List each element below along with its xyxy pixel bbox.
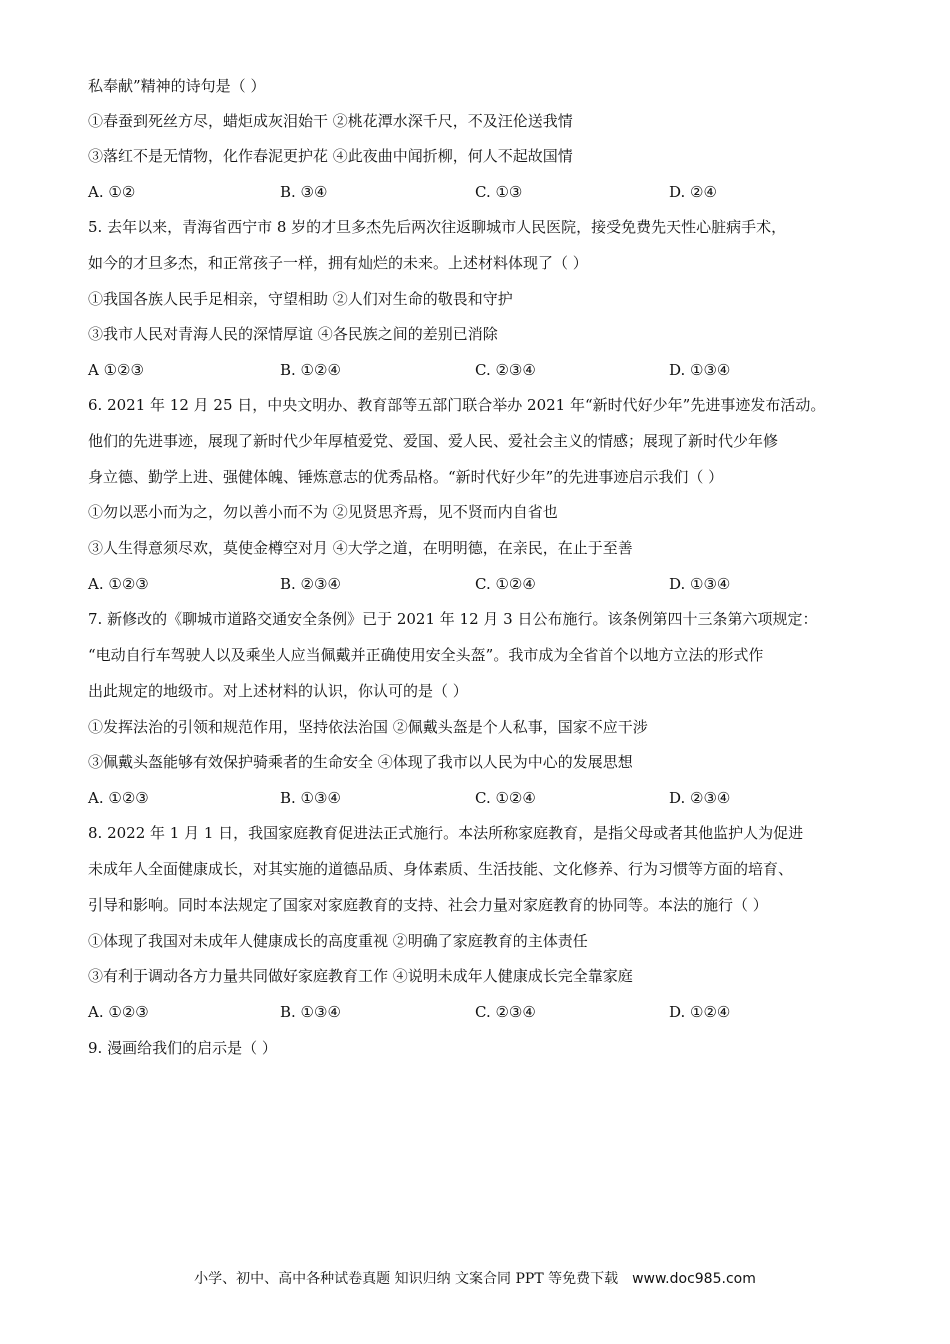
option-c: C. ①②④ [475,575,536,593]
option-d: D. ②③④ [669,789,731,807]
option-d: D. ①②④ [669,1003,731,1021]
question-8-stem-cont-1: 未成年人全面健康成长，对其实施的道德品质、身体素质、生活技能、文化修养、行为习惯等方面的培育、 [88,860,794,878]
question-6-stem: 6. 2021 年 12 月 25 日，中央文明办、教育部等五部门联合举办 2021 年“新时代好少年”先进事迹发布活动。 [88,396,826,414]
option-a: A. ①②③ [88,1003,149,1021]
question-5-choices-1: ①我国各族人民手足相亲，守望相助 ②人们对生命的敬畏和守护 [88,290,513,308]
option-c: C. ①②④ [475,789,536,807]
option-a: A. ①②③ [88,575,149,593]
question-4-stem-end: 私奉献”精神的诗句是（ ） [88,77,266,95]
footer-link[interactable]: www.doc985.com [632,1271,756,1287]
question-7-stem-cont-1: “电动自行车驾驶人以及乘坐人应当佩戴并正确使用安全头盔”。我市成为全省首个以地方立法的形式作 [88,646,764,664]
question-5-stem-cont: 如今的才旦多杰，和正常孩子一样，拥有灿烂的未来。上述材料体现了（ ） [88,254,588,272]
question-8-stem-cont-2: 引导和影响。同时本法规定了国家对家庭教育的支持、社会力量对家庭教育的协同等。本法的施行（ ） [88,896,768,914]
question-7-stem: 7. 新修改的《聊城市道路交通安全条例》已于 2021 年 12 月 3 日公布施行。该条例第四十三条第六项规定： [88,610,818,628]
option-d: D. ①③④ [669,575,731,593]
question-6-stem-cont-1: 他们的先进事迹，展现了新时代少年厚植爱党、爱国、爱人民、爱社会主义的情感；展现了新时代少年修 [88,432,779,450]
option-c: C. ②③④ [475,1003,536,1021]
question-8-choices-2: ③有利于调动各方力量共同做好家庭教育工作 ④说明未成年人健康成长完全靠家庭 [88,967,633,985]
question-5-stem: 5. 去年以来，青海省西宁市 8 岁的才旦多杰先后两次往返聊城市人民医院，接受免费先天性心脏病手术， [88,218,787,236]
question-6-stem-cont-2: 身立德、勤学上进、强健体魄、锤炼意志的优秀品格。“新时代好少年”的先进事迹启示我们（ ） [88,468,724,486]
question-7-stem-cont-2: 出此规定的地级市。对上述材料的认识，你认可的是（ ） [88,682,468,700]
option-a: A ①②③ [88,361,144,379]
question-6-choices-1: ①勿以恶小而为之，勿以善小而不为 ②见贤思齐焉，见不贤而内自省也 [88,503,558,521]
option-a: A. ①②③ [88,789,149,807]
question-6-choices-2: ③人生得意须尽欢，莫使金樽空对月 ④大学之道，在明明德，在亲民，在止于至善 [88,539,633,557]
option-d: D. ②④ [669,183,717,201]
option-a: A. ①② [88,183,136,201]
question-7-choices-2: ③佩戴头盔能够有效保护骑乘者的生命安全 ④体现了我市以人民为中心的发展思想 [88,753,633,771]
option-c: C. ②③④ [475,361,536,379]
question-9-stem: 9. 漫画给我们的启示是（ ） [88,1039,277,1057]
option-d: D. ①③④ [669,361,731,379]
option-b: B. ①③④ [280,1003,341,1021]
option-c: C. ①③ [475,183,523,201]
footer-text: 小学、初中、高中各种试卷真题 知识归纳 文案合同 PPT 等免费下载 [194,1271,619,1287]
question-7-choices-1: ①发挥法治的引领和规范作用，坚持依法治国 ②佩戴头盔是个人私事，国家不应干涉 [88,718,648,736]
question-4-choices-2: ③落红不是无情物，化作春泥更护花 ④此夜曲中闻折柳，何人不起故国情 [88,147,573,165]
question-4-choices-1: ①春蚕到死丝方尽，蜡炬成灰泪始干 ②桃花潭水深千尺，不及汪伦送我情 [88,112,573,130]
question-8-choices-1: ①体现了我国对未成年人健康成长的高度重视 ②明确了家庭教育的主体责任 [88,932,588,950]
option-b: B. ①②④ [280,361,341,379]
page-footer [0,1270,950,1288]
option-b: B. ①③④ [280,789,341,807]
question-8-stem: 8. 2022 年 1 月 1 日，我国家庭教育促进法正式施行。本法所称家庭教育，是指父母或者其他监护人为促进 [88,824,804,842]
question-5-choices-2: ③我市人民对青海人民的深情厚谊 ④各民族之间的差别已消除 [88,325,498,343]
option-b: B. ②③④ [280,575,341,593]
option-b: B. ③④ [280,183,328,201]
